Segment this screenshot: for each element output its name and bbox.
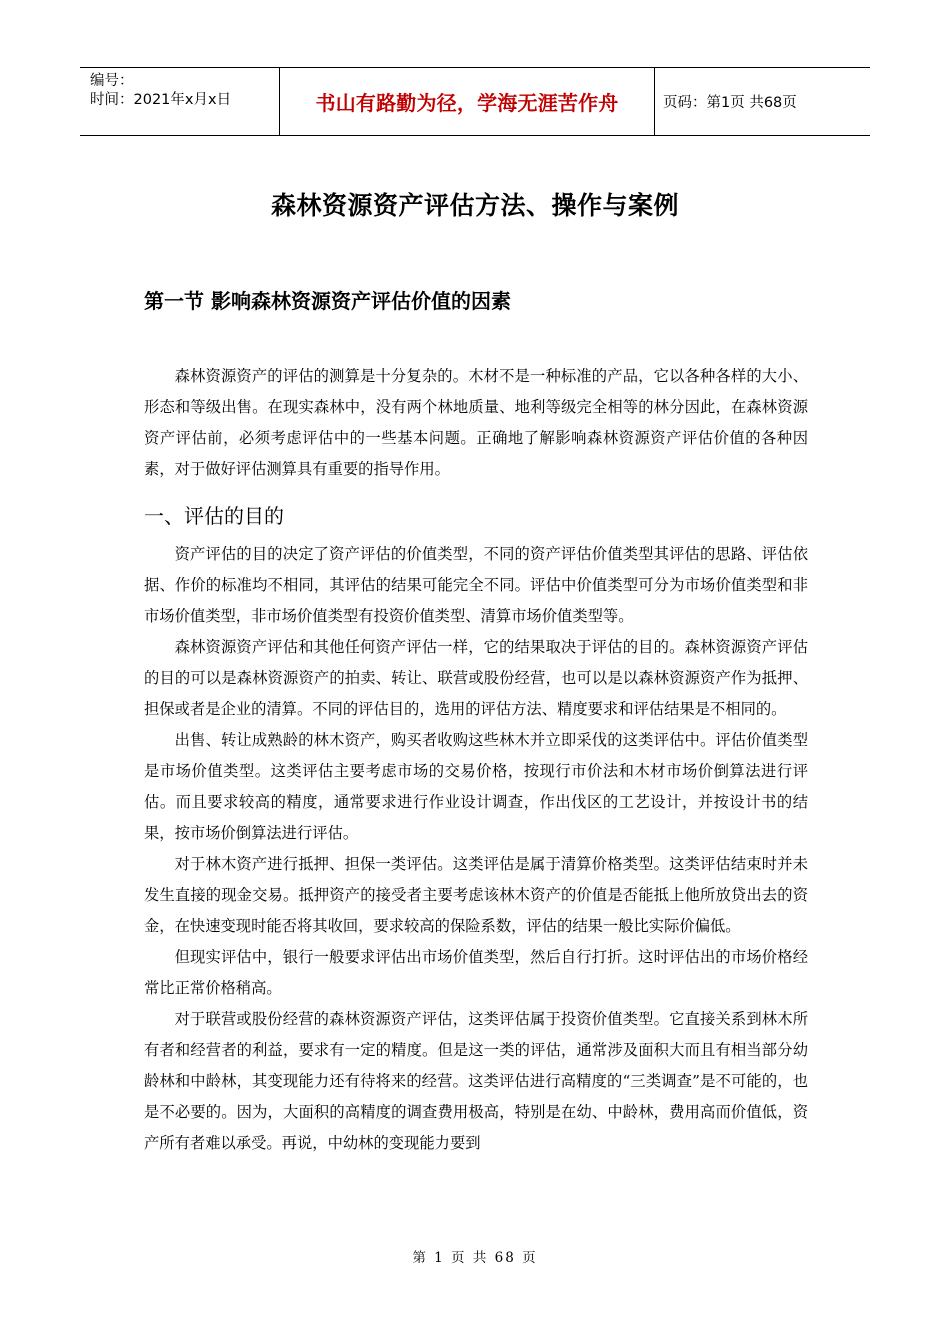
intro-block	[144, 361, 808, 485]
document-number-label: 编号：	[90, 73, 134, 89]
paragraph: 森林资源资产评估和其他任何资产评估一样，它的结果取决于评估的目的。森林资源资产评估的目的可以是森林资源资产的拍卖、转让、联营或股份经营，也可以是以森林资源资产作为抵押、担保或者是企业的清算。不同的评估目的，选用的评估方法、精度要求和评估结果是不相同的。	[144, 638, 808, 718]
header-motto: 书山有路勤为径，学海无涯苦作舟	[315, 91, 619, 115]
paragraph: 对于林木资产进行抵押、担保一类评估。这类评估是属于清算价格类型。这类评估结束时并未发生直接的现金交易。抵押资产的接受者主要考虑该林木资产的价值是否能抵上他所放贷出去的资金，在快速变现时能否将其收回，要求较高的保险系数，评估的结果一般比实际价偏低。	[144, 855, 808, 935]
document-title: 森林资源资产评估方法、操作与案例	[270, 191, 679, 220]
header-motto-cell	[280, 68, 655, 135]
header-page-cell	[655, 68, 870, 135]
intro-paragraph: 森林资源资产的评估的测算是十分复杂的。木材不是一种标准的产品，它以各种各样的大小、形态和等级出售。在现实森林中，没有两个林地质量、地利等级完全相等的林分因此，在森林资源资产评估前，必须考虑评估中的一些基本问题。正确地了解影响森林资源资产评估价值的各种因素，对于做好评估测算具有重要的指导作用。	[144, 367, 808, 478]
paragraph: 出售、转让成熟龄的林木资产，购买者收购这些林木并立即采伐的这类评估中。评估价值类型是市场价值类型。这类评估主要考虑市场的交易价格，按现行市价法和木材市场价倒算法进行评估。而且要求较高的精度，通常要求进行作业设计调查，作出伐区的工艺设计，并按设计书的结果，按市场价倒算法进行评估。	[144, 731, 808, 842]
paragraph: 资产评估的目的决定了资产评估的价值类型，不同的资产评估价值类型其评估的思路、评估依据、作价的标准均不相同，其评估的结果可能完全不同。评估中价值类型可分为市场价值类型和非市场价值类型，非市场价值类型有投资价值类型、清算市场价值类型等。	[144, 545, 808, 625]
header-page-info: 页码：第1页 共68页	[663, 95, 797, 111]
main-body	[144, 539, 808, 1159]
subheading: 一、评估的目的	[144, 504, 284, 528]
paragraph: 对于联营或股份经营的森林资源资产评估，这类评估属于投资价值类型。它直接关系到林木所有者和经营者的利益，要求有一定的精度。但是这一类的评估，通常涉及面积大而且有相当部分幼龄林和中龄林，其变现能力还有待将来的经营。这类评估进行高精度的“三类调查”是不可能的，也是不必要的。因为，大面积的高精度的调查费用极高，特别是在幼、中龄林，费用高而价值低，资产所有者难以承受。再说，中幼林的变现能力要到	[144, 1010, 808, 1152]
page-footer: 第 1 页 共 68 页	[412, 1250, 538, 1266]
section-title: 第一节 影响森林资源资产评估价值的因素	[144, 289, 511, 313]
document-time-label: 时间：2021年x月x日	[90, 92, 232, 108]
paragraph: 但现实评估中，银行一般要求评估出市场价值类型，然后自行打折。这时评估出的市场价格经常比正常价格稍高。	[144, 948, 808, 997]
header-meta-cell	[80, 68, 280, 135]
header-table	[80, 67, 870, 136]
